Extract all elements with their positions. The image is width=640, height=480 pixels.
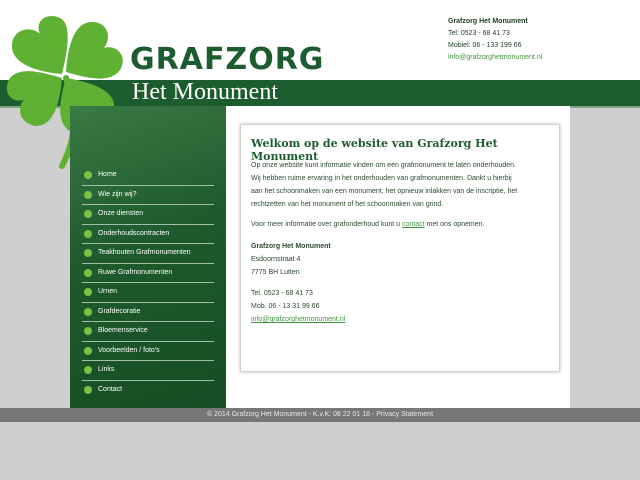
more-info-paragraph <box>251 218 551 231</box>
intro-line-4: rechtzetten van het monument of het schoonmaken van grind. <box>251 201 444 208</box>
header-contact <box>448 16 542 64</box>
nav-item-label: Bloemenservice <box>98 327 148 334</box>
bullet-icon <box>84 347 92 355</box>
nav-item-label: Contact <box>98 385 123 393</box>
nav-item-onze-diensten[interactable] <box>82 205 214 225</box>
nav-item-label: Urnen <box>98 288 118 295</box>
bullet-icon <box>84 230 92 238</box>
bullet-icon <box>84 288 92 296</box>
bullet-icon <box>84 249 92 257</box>
phone-block <box>251 287 551 326</box>
nav-item-grafdecoratie[interactable] <box>82 303 214 323</box>
nav-item-label: Home <box>98 171 117 178</box>
content-box <box>240 124 560 372</box>
nav-item-urnen[interactable] <box>82 283 214 303</box>
header-contact-mobile: Mobiel: 06 - 133 199 66 <box>448 42 522 49</box>
bullet-icon <box>84 327 92 335</box>
bullet-icon <box>84 269 92 277</box>
nav-item-home[interactable] <box>82 166 214 186</box>
nav-item-label: Voorbeelden / foto's <box>98 346 160 354</box>
footer-text: © 2014 Grafzorg Het Monument - K.v.K: 08 22 01 18 - Privacy Statement <box>206 411 434 418</box>
address-block <box>251 240 551 279</box>
bullet-icon <box>84 386 92 394</box>
nav-item-ruwe-grafmonumenten[interactable] <box>82 264 214 284</box>
nav-item-links[interactable] <box>82 361 214 381</box>
footer <box>0 408 640 422</box>
address-city: 7775 BH Lutten <box>251 269 300 276</box>
nav-item-label: Grafdecoratie <box>98 307 141 315</box>
nav-item-teakhouten-grafmonumenten[interactable] <box>82 244 214 264</box>
content-email-link[interactable]: info@grafzorghetmonument.nl <box>251 316 346 323</box>
nav-item-onderhoudscontracten[interactable] <box>82 225 214 245</box>
address-street: Esdoornstraat 4 <box>251 256 301 263</box>
main-nav <box>82 166 214 399</box>
header-contact-name: Grafzorg Het Monument <box>448 18 528 25</box>
bullet-icon <box>84 366 92 374</box>
content-tel: Tel. 0523 - 68 41 73 <box>251 290 313 297</box>
more-info-before: Voor meer informatie over grafonderhoud kunt u <box>251 221 402 228</box>
nav-item-label: Wie zijn wij? <box>98 190 137 198</box>
nav-item-label: Teakhouten Grafmonumenten <box>98 249 191 256</box>
nav-item-label: Onderhoudscontracten <box>98 229 170 237</box>
bullet-icon <box>84 210 92 218</box>
intro-paragraph <box>251 159 551 211</box>
intro-line-3: aan het schoonmaken van een monument, het opnieuw inlakken van de inscriptie, het <box>251 188 518 195</box>
more-info-after: met ons opnemen. <box>424 221 485 228</box>
address-name: Grafzorg Het Monument <box>251 243 331 250</box>
bullet-icon <box>84 308 92 316</box>
bullet-icon <box>84 191 92 199</box>
nav-item-label: Ruwe Grafmonumenten <box>98 268 173 276</box>
nav-item-label: Onze diensten <box>98 210 144 217</box>
logo-title: GRAFZORG <box>130 42 325 77</box>
header-contact-email-link[interactable]: info@grafzorghetmonument.nl <box>448 54 543 61</box>
logo-subtitle: Het Monument <box>132 79 278 105</box>
nav-item-label: Links <box>98 366 115 373</box>
header-contact-tel: Tel: 0523 - 68 41 73 <box>448 30 510 37</box>
nav-item-contact[interactable] <box>82 381 214 400</box>
nav-item-wie-zijn-wij[interactable] <box>82 186 214 206</box>
contact-link[interactable]: contact <box>401 221 425 228</box>
content-mob: Mob. 06 - 13 31 99 66 <box>251 303 320 310</box>
bullet-icon <box>84 171 92 179</box>
intro-line-1: Op onze website kunt informatie vinden om een grafmonument te laten onderhouden. <box>251 162 516 169</box>
page-title: Welkom op de website van Grafzorg Het Monument <box>251 137 498 163</box>
intro-line-2: Wij hebben ruime ervaring in het onderhouden van grafmonumenten. Dankt u hierbij <box>251 175 512 182</box>
nav-item-bloemenservice[interactable] <box>82 322 214 342</box>
nav-item-voorbeelden-fotos[interactable] <box>82 342 214 362</box>
